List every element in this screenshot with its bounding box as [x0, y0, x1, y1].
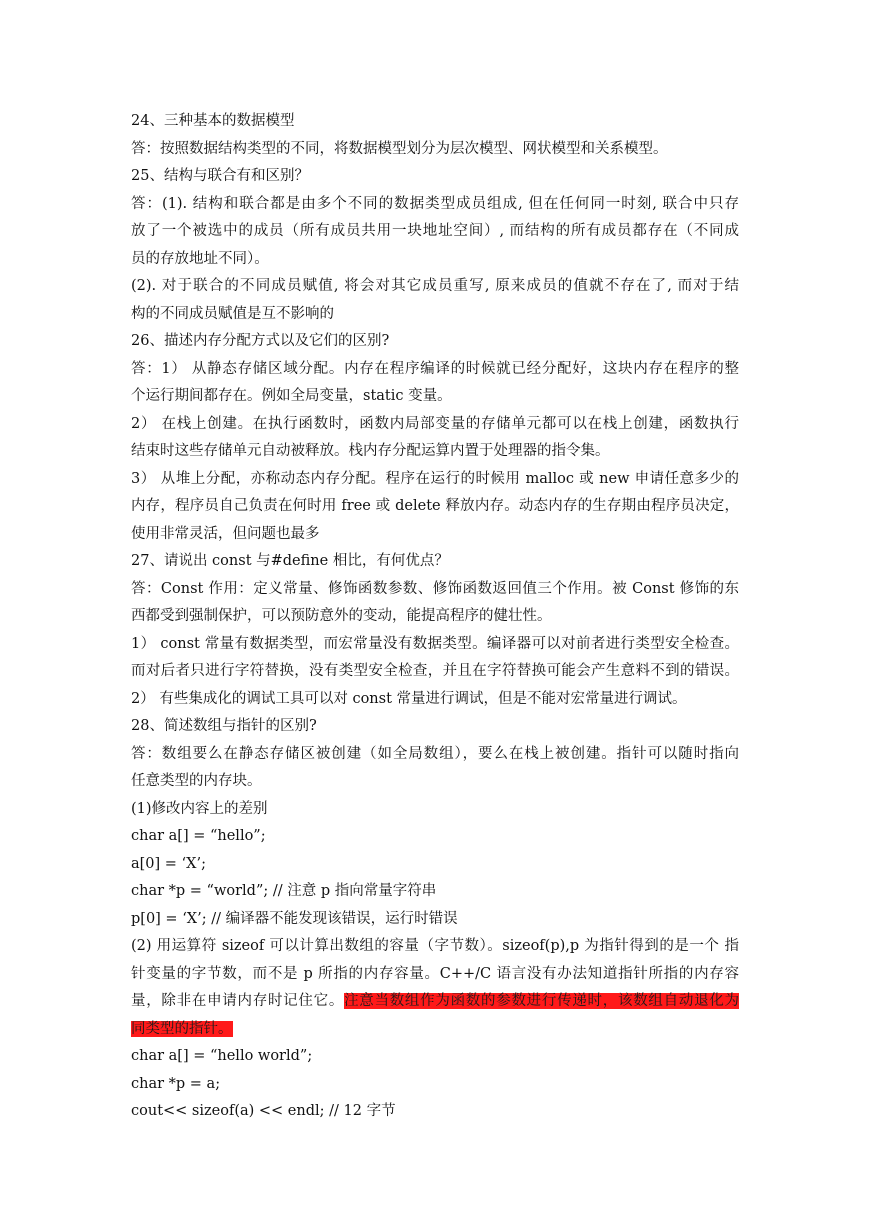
- line-text: 使用非常灵活，但问题也最多: [131, 525, 320, 542]
- line-text: 量，除非在申请内存时记住它。: [131, 993, 345, 1009]
- text-line: [131, 411, 739, 439]
- text-line: [131, 906, 739, 934]
- line-text: (2). 对于联合的不同成员赋值, 将会对其它成员重写, 原来成员的值就不存在了, 而对于结: [131, 278, 739, 294]
- line-text: 25、结构与联合有和区别？: [131, 168, 309, 184]
- text-line: [131, 1016, 739, 1044]
- line-text: p[0] = ‘X’; // 编译器不能发现该错误，运行时错误: [131, 910, 458, 927]
- text-line: [131, 136, 739, 164]
- text-line: [131, 466, 739, 494]
- text-line: [131, 658, 739, 686]
- text-line: [131, 988, 739, 1016]
- line-text: char a[] = “hello world”;: [131, 1048, 313, 1064]
- line-text: cout<< sizeof(a) << endl; // 12 字节: [131, 1103, 396, 1119]
- text-line: [131, 246, 739, 274]
- text-line: [131, 686, 739, 714]
- line-text: 3） 从堆上分配，亦称动态内存分配。程序在运行的时候用 malloc 或 new 申请任意多少的: [131, 470, 739, 487]
- line-text: 1） const 常量有数据类型，而宏常量没有数据类型。编译器可以对前者进行类型安全检查。: [131, 635, 739, 652]
- text-line: [131, 823, 739, 851]
- text-line: [131, 796, 739, 824]
- line-text: 24、三种基本的数据模型: [131, 113, 295, 129]
- text-line: [131, 383, 739, 411]
- text-line: [131, 576, 739, 604]
- text-line: [131, 108, 739, 136]
- line-text: (1)修改内容上的差别: [131, 800, 268, 817]
- line-text: 答：1） 从静态存储区域分配。内存在程序编译的时候就已经分配好，这块内存在程序的整: [131, 360, 739, 377]
- highlighted-text: 注意当数组作为函数的参数进行传递时，该数组自动退化为: [344, 993, 739, 1009]
- text-line: [131, 493, 739, 521]
- line-text: 结束时这些存储单元自动被释放。栈内存分配运算内置于处理器的指令集。: [131, 443, 610, 459]
- text-line: [131, 301, 739, 329]
- text-line: [131, 521, 739, 549]
- text-line: [131, 1071, 739, 1099]
- text-line: [131, 768, 739, 796]
- line-text: 答：数组要么在静态存储区被创建（如全局数组），要么在栈上被创建。指针可以随时指向: [131, 745, 739, 762]
- line-text: 27、请说出 const 与#define 相比，有何优点？: [131, 553, 449, 569]
- line-text: 答：Const 作用：定义常量、修饰函数参数、修饰函数返回值三个作用。被 Const 修饰的东: [131, 580, 739, 597]
- line-text: 2） 在栈上创建。在执行函数时，函数内局部变量的存储单元都可以在栈上创建，函数执行: [131, 415, 739, 432]
- line-text: 答：(1). 结构和联合都是由多个不同的数据类型成员组成, 但在任何同一时刻, 联合中只存: [131, 195, 739, 212]
- line-text: 26、描述内存分配方式以及它们的区别?: [131, 333, 390, 349]
- text-line: [131, 851, 739, 879]
- text-line: [131, 163, 739, 191]
- line-text: 而对后者只进行字符替换，没有类型安全检查，并且在字符替换可能会产生意料不到的错误。: [131, 663, 739, 679]
- text-line: [131, 933, 739, 961]
- text-line: [131, 1043, 739, 1071]
- line-text: 答：按照数据结构类型的不同，将数据模型划分为层次模型、网状模型和关系模型。: [131, 140, 668, 157]
- text-line: [131, 603, 739, 631]
- line-text: 内存，程序员自己负责在何时用 free 或 delete 释放内存。动态内存的生存期由程序员决定，: [131, 498, 739, 514]
- line-text: 员的存放地址不同）。: [131, 250, 269, 267]
- line-text: 任意类型的内存块。: [131, 773, 262, 789]
- text-line: [131, 218, 739, 246]
- text-line: [131, 356, 739, 384]
- text-line: [131, 438, 739, 466]
- text-line: [131, 191, 739, 219]
- text-line: [131, 273, 739, 301]
- text-line: [131, 1098, 739, 1126]
- line-text: 针变量的字节数，而不是 p 所指的内存容量。C++/C 语言没有办法知道指针所指的内存容: [131, 965, 739, 982]
- line-text: 28、简述数组与指针的区别?: [131, 718, 317, 734]
- line-text: a[0] = ‘X’;: [131, 855, 206, 872]
- line-text: char a[] = “hello”;: [131, 828, 266, 844]
- text-line: [131, 328, 739, 356]
- line-text: char *p = “world”; // 注意 p 指向常量字符串: [131, 883, 437, 899]
- text-line: [131, 741, 739, 769]
- text-line: [131, 548, 739, 576]
- line-text: 个运行期间都存在。例如全局变量，static 变量。: [131, 388, 452, 404]
- document-body: [131, 108, 739, 1126]
- line-text: 西都受到强制保护，可以预防意外的变动，能提高程序的健壮性。: [131, 608, 552, 624]
- highlighted-text: 同类型的指针。: [131, 1020, 233, 1037]
- line-text: 2） 有些集成化的调试工具可以对 const 常量进行调试，但是不能对宏常量进行调试。: [131, 690, 687, 707]
- line-text: 构的不同成员赋值是互不影响的: [131, 305, 334, 322]
- text-line: [131, 713, 739, 741]
- line-text: char *p = a;: [131, 1075, 221, 1092]
- text-line: [131, 878, 739, 906]
- line-text: 放了一个被选中的成员（所有成员共用一块地址空间）, 而结构的所有成员都存在（不同成: [131, 223, 739, 239]
- line-text: (2) 用运算符 sizeof 可以计算出数组的容量（字节数）。sizeof(p),p 为指针得到的是一个 指: [131, 938, 739, 954]
- text-line: [131, 961, 739, 989]
- text-line: [131, 631, 739, 659]
